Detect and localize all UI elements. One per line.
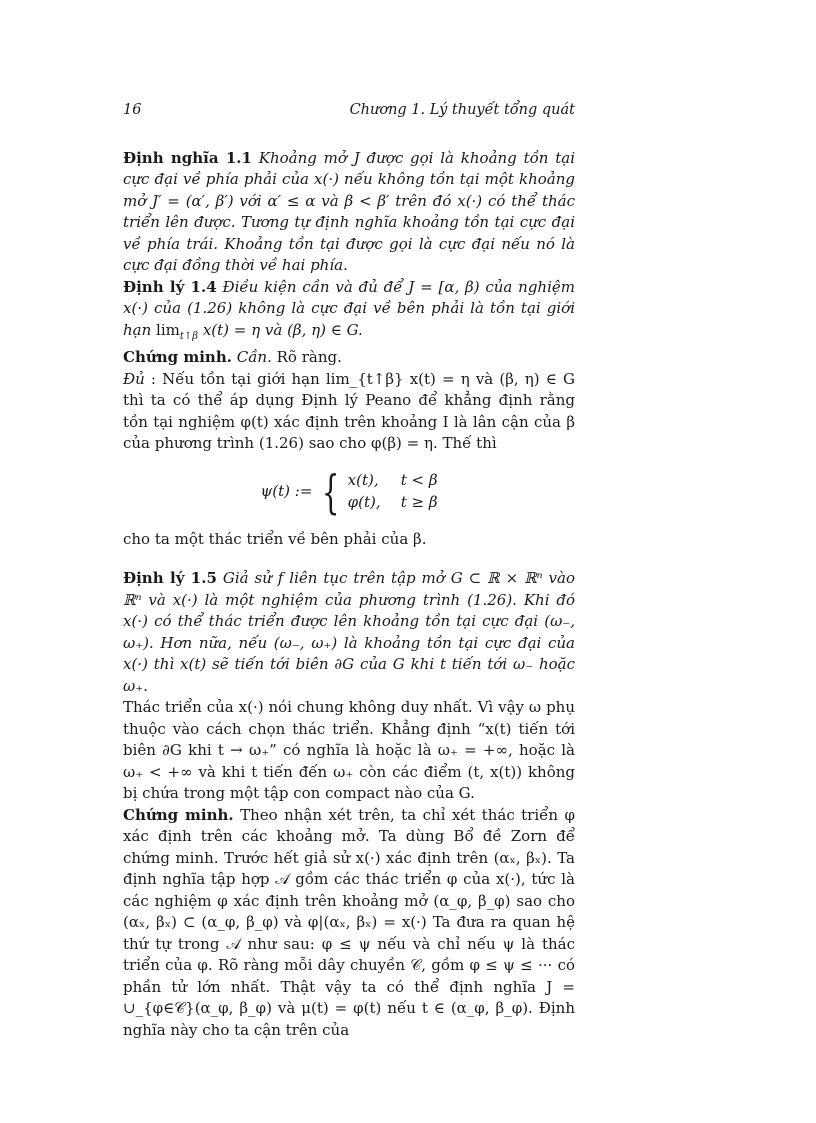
definition-label: Định nghĩa 1.1 xyxy=(123,148,252,167)
page xyxy=(123,100,575,1041)
theorem-text: Điều kiện cần và đủ để J = [α, β) của nghiệm x(·) của (1.26) không là cực đại về bên phải là tồn tại giới hạn xyxy=(123,277,575,339)
definition-text: Khoảng mở J được gọi là khoảng tồn tại cực đại về phía phải của x(·) nếu không tồn tại một khoảng mở J′ = (α′, β′) với α′ ≤ α và β < β′ trên đó x(·) có thể thác triển lên được. Tương tự định nghĩa khoảng tồn tại cực đại về phía trái. Khoảng tồn tại được gọi là cực đại nếu nó là cực đại đồng thời về hai phía. xyxy=(123,148,576,274)
proof-label: Chứng minh. xyxy=(123,348,232,366)
running-header xyxy=(123,100,575,122)
proof-label: Chứng minh. xyxy=(123,805,234,824)
chapter-title: Chương 1. Lý thuyết tổng quát xyxy=(349,102,575,118)
formula-lhs: ψ(t) := xyxy=(260,481,313,500)
lim-symbol: lim xyxy=(156,320,180,339)
proof-sufficient xyxy=(123,369,575,455)
sufficient-text: : Nếu tồn tại giới hạn lim_{t↑β} x(t) = η và (β, η) ∈ G thì ta có thể áp dụng Định lý Peano để khẳng định rằng tồn tại nghiệm φ(t) xác định trên khoảng I là lân cận của β của phương trình (1.26) sao cho φ(β) = η. Thế thì xyxy=(123,369,575,452)
theorem-text-end: x(t) = η và (β, η) ∈ G. xyxy=(198,320,363,339)
page-number: 16 xyxy=(123,102,142,118)
formula-cases xyxy=(348,470,438,514)
lim-subscript: t↑β xyxy=(179,330,199,342)
theorem-label: Định lý 1.5 xyxy=(123,569,217,587)
proof-necessary xyxy=(123,347,575,369)
case-2-cond: t ≥ β xyxy=(400,493,438,511)
theorem-1-4 xyxy=(123,277,575,348)
proof-1 xyxy=(123,347,575,550)
proof-text: Theo nhận xét trên, ta chỉ xét thác triển φ xác định trên các khoảng mở. Ta dùng Bổ đề Zorn để chứng minh. Trước hết giả sử x(·) xác định trên (αₓ, βₓ). Ta định nghĩa tập hợp 𝒜 gồm các thác triển φ của x(·), tức là các nghiệm φ xác định trên khoảng mở (α_φ, β_φ) sao cho (αₓ, βₓ) ⊂ (α_φ, β_φ) và φ|(αₓ, βₓ) = x(·) Ta đưa ra quan hệ thứ tự trong 𝒜 như sau: φ ≤ ψ nếu và chỉ nếu ψ là thác triển của φ. Rõ ràng mỗi dây chuyền 𝒞, gồm φ ≤ ψ ≤ ··· có phần tử lớn nhất. Thật vậy ta có thể định nghĩa J = ∪_{φ∈𝒞}(α_φ, β_φ) và μ(t) = φ(t) nếu t ∈ (α_φ, β_φ). Định nghĩa này cho ta cận trên của xyxy=(123,805,575,1039)
necessary-text: Rõ ràng. xyxy=(271,348,342,366)
theorem-1-5 xyxy=(123,568,575,697)
left-brace: { xyxy=(322,464,340,519)
necessary-label: Cần. xyxy=(236,348,272,366)
piecewise-formula xyxy=(123,464,575,519)
proof-2 xyxy=(123,805,575,1042)
case-1-cond: t < β xyxy=(400,470,438,489)
sufficient-label: Đủ xyxy=(123,369,145,388)
theorem-text: Giả sử f liên tục trên tập mở G ⊂ ℝ × ℝⁿ vào ℝⁿ và x(·) là một nghiệm của phương trình (1.26). Khi đó x(·) có thể thác triển được lên khoảng tồn tại cực đại (ω₋, ω₊). Hơn nữa, nếu (ω₋, ω₊) là khoảng tồn tại cực đại của x(·) thì x(t) sẽ tiến tới biên ∂G của G khi t tiến tới ω₋ hoặc ω₊. xyxy=(123,569,575,695)
case-2-expr: φ(t), xyxy=(347,493,381,511)
definition-1-1 xyxy=(123,148,575,277)
theorem-label: Định lý 1.4 xyxy=(123,277,217,296)
remark-paragraph: Thác triển của x(·) nói chung không duy nhất. Vì vậy ω phụ thuộc vào cách chọn thác triển. Khẳng định “x(t) tiến tới biên ∂G khi t → ω₊” có nghĩa là hoặc là ω₊ = +∞, hoặc là ω₊ < +∞ và khi t tiến đến ω₊ còn các điểm (t, x(t)) không bị chứa trong một tập con compact nào của G. xyxy=(123,698,575,802)
proof-conclusion: cho ta một thác triển về bên phải của β. xyxy=(123,529,427,548)
case-1-expr: x(t), xyxy=(347,470,379,489)
